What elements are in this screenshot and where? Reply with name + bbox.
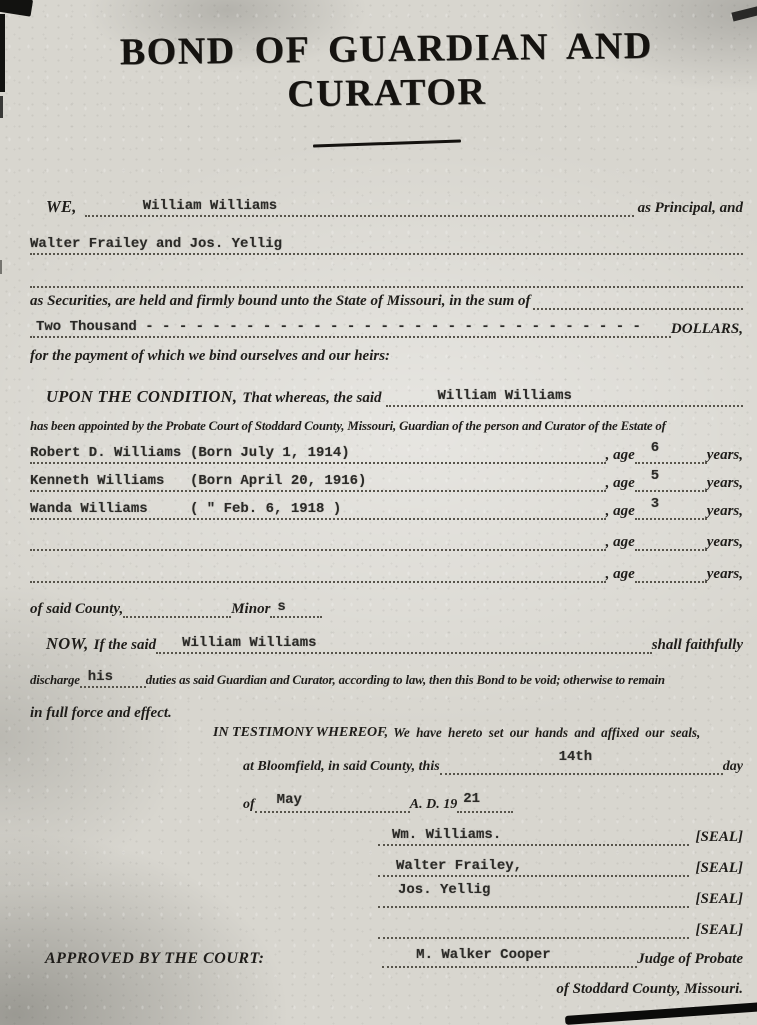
testimony-lead-label: IN TESTIMONY WHEREOF, bbox=[213, 725, 389, 740]
ward-row bbox=[30, 468, 743, 492]
ward-name-value: Wanda Williams bbox=[30, 501, 148, 517]
principal-suffix-label: as Principal, and bbox=[637, 200, 743, 216]
principal-name-slot bbox=[85, 198, 634, 217]
month-value: May bbox=[276, 792, 302, 808]
guardian-name-value: William Williams bbox=[437, 388, 572, 404]
signature-block bbox=[378, 827, 743, 939]
ward-row bbox=[30, 440, 743, 464]
force-clause-label: in full force and effect. bbox=[30, 705, 172, 721]
sum-line bbox=[30, 319, 743, 338]
signature-slot bbox=[378, 882, 689, 908]
year-value: 21 bbox=[463, 791, 481, 807]
document-title: BOND OF GUARDIAN AND CURATOR bbox=[119, 24, 653, 116]
scan-artifact-bottom-right bbox=[565, 1002, 757, 1025]
signature-slot bbox=[378, 920, 689, 939]
sum-amount-value: Two Thousand - - - - - - - - - - - - - - - - - - - - - - - - - - - - - - bbox=[36, 319, 641, 335]
years-label: years, bbox=[706, 566, 743, 582]
seal-label: [SEAL] bbox=[695, 891, 743, 907]
condition-line bbox=[30, 387, 743, 407]
years-label: years, bbox=[706, 447, 743, 463]
principal-name-value: William Williams bbox=[142, 198, 278, 214]
securities-line bbox=[30, 236, 743, 255]
ward-name-slot bbox=[30, 532, 606, 551]
age-label: , age bbox=[605, 534, 635, 550]
ward-row bbox=[30, 496, 743, 520]
signature-row bbox=[378, 827, 743, 846]
seal-label: [SEAL] bbox=[695, 922, 743, 938]
payment-clause-label: for the payment of which we bind ourselves and our heirs: bbox=[30, 348, 391, 364]
faithfully-label: shall faithfully bbox=[651, 637, 743, 653]
county-line bbox=[30, 599, 743, 618]
judge-subtitle-label: of Stoddard County, Missouri. bbox=[556, 981, 743, 997]
judge-signature-slot bbox=[382, 947, 637, 968]
age-value: 6 bbox=[650, 440, 660, 456]
signature-value: Wm. Williams. bbox=[392, 827, 502, 843]
blank-line bbox=[30, 269, 743, 288]
age-label: , age bbox=[605, 503, 635, 519]
approved-by-court-label: APPROVED BY THE COURT: bbox=[45, 950, 265, 967]
month-year-line bbox=[243, 791, 513, 813]
age-slot bbox=[635, 532, 707, 551]
whereas-label: That whereas, the said bbox=[242, 390, 382, 406]
ad-label: A. D. 19 bbox=[409, 797, 458, 812]
signature-row bbox=[378, 858, 743, 877]
signature-row bbox=[378, 882, 743, 908]
of-label: of bbox=[243, 797, 255, 812]
force-line bbox=[30, 705, 743, 722]
age-label: , age bbox=[605, 566, 635, 582]
day-label: day bbox=[722, 759, 743, 774]
age-slot bbox=[635, 440, 707, 464]
ward-name-value: Robert D. Williams bbox=[30, 445, 182, 461]
dollars-label: DOLLARS, bbox=[670, 321, 743, 337]
years-label: years, bbox=[706, 503, 743, 519]
minor-label: Minor bbox=[231, 601, 271, 617]
approval-line bbox=[30, 947, 743, 968]
signature-slot bbox=[378, 827, 689, 846]
principal-line bbox=[30, 197, 743, 217]
signature-value: Walter Frailey, bbox=[396, 858, 523, 874]
ward-born-value: (Born July 1, 1914) bbox=[190, 445, 350, 461]
appointed-clause-line bbox=[30, 419, 743, 434]
age-value: 3 bbox=[650, 496, 660, 512]
age-slot bbox=[635, 468, 707, 492]
place-clause-label: at Bloomfield, in said County, this bbox=[243, 759, 440, 774]
guardian-name-slot bbox=[386, 388, 743, 407]
now-name-value: William Williams bbox=[182, 635, 317, 651]
minor-suffix-value: s bbox=[277, 599, 286, 615]
securities-clause-label: as Securities, are held and firmly bound unto the State of Missouri, in the sum of bbox=[30, 293, 531, 309]
seal-label: [SEAL] bbox=[695, 829, 743, 845]
ward-name-value: Kenneth Williams bbox=[30, 473, 165, 489]
blank-slot bbox=[30, 269, 743, 288]
now-label: NOW, bbox=[46, 634, 89, 653]
ward-row-empty bbox=[30, 532, 743, 551]
year-slot bbox=[457, 791, 513, 813]
ward-name-slot bbox=[30, 564, 606, 583]
title-divider-rule bbox=[312, 139, 460, 147]
securities-names-slot bbox=[30, 236, 743, 255]
age-slot bbox=[635, 564, 707, 583]
ward-name-slot bbox=[30, 473, 606, 492]
duties-clause-label: duties as said Guardian and Curator, according to law, then this Bond to be void; otherwise to remain bbox=[145, 673, 665, 687]
ward-born-value: ( " Feb. 6, 1918 ) bbox=[190, 501, 342, 517]
now-name-slot bbox=[156, 635, 652, 654]
years-label: years, bbox=[706, 534, 743, 550]
minor-suffix-slot bbox=[270, 599, 322, 618]
judge-title-label: Judge of Probate bbox=[637, 951, 743, 967]
day-value: 14th bbox=[558, 749, 593, 765]
discharge-line bbox=[30, 669, 743, 688]
seal-label: [SEAL] bbox=[695, 860, 743, 876]
age-slot bbox=[635, 496, 707, 520]
we-label: WE, bbox=[46, 197, 77, 216]
place-day-line bbox=[243, 749, 743, 775]
ward-born-value: (Born April 20, 1916) bbox=[190, 473, 367, 489]
payment-clause-line bbox=[30, 348, 743, 365]
sum-of-slot bbox=[533, 291, 743, 310]
signature-row-empty bbox=[378, 920, 743, 939]
age-label: , age bbox=[605, 475, 635, 491]
age-label: , age bbox=[605, 447, 635, 463]
appointed-clause-label: has been appointed by the Probate Court of Stoddard County, Missouri, Guardian of the person and Curator of the Estate of bbox=[30, 419, 666, 433]
ward-name-slot bbox=[30, 445, 606, 464]
pronoun-value: his bbox=[87, 669, 113, 685]
testimony-line bbox=[213, 725, 743, 741]
upon-condition-label: UPON THE CONDITION, bbox=[46, 387, 238, 406]
years-label: years, bbox=[706, 475, 743, 491]
ward-name-slot bbox=[30, 501, 606, 520]
county-label: of said County, bbox=[30, 601, 124, 617]
securities-names-value: Walter Frailey and Jos. Yellig bbox=[30, 236, 283, 252]
age-value: 5 bbox=[650, 468, 660, 484]
discharge-label: discharge bbox=[30, 673, 80, 687]
county-fill-slot bbox=[123, 599, 231, 618]
signature-value: Jos. Yellig bbox=[398, 882, 491, 898]
judge-name-value: M. Walker Cooper bbox=[416, 947, 551, 963]
month-slot bbox=[255, 792, 410, 813]
day-slot bbox=[440, 749, 723, 775]
now-line bbox=[30, 634, 743, 654]
securities-clause-line bbox=[30, 291, 743, 310]
judge-subtitle-line bbox=[30, 981, 743, 998]
ward-row-empty bbox=[30, 564, 743, 583]
testimony-rest-label: We have hereto set our hands and affixed our seals, bbox=[393, 725, 701, 740]
pronoun-slot bbox=[80, 669, 146, 688]
if-said-label: If the said bbox=[93, 637, 157, 653]
sum-amount-slot bbox=[30, 319, 671, 338]
signature-slot bbox=[378, 858, 689, 877]
